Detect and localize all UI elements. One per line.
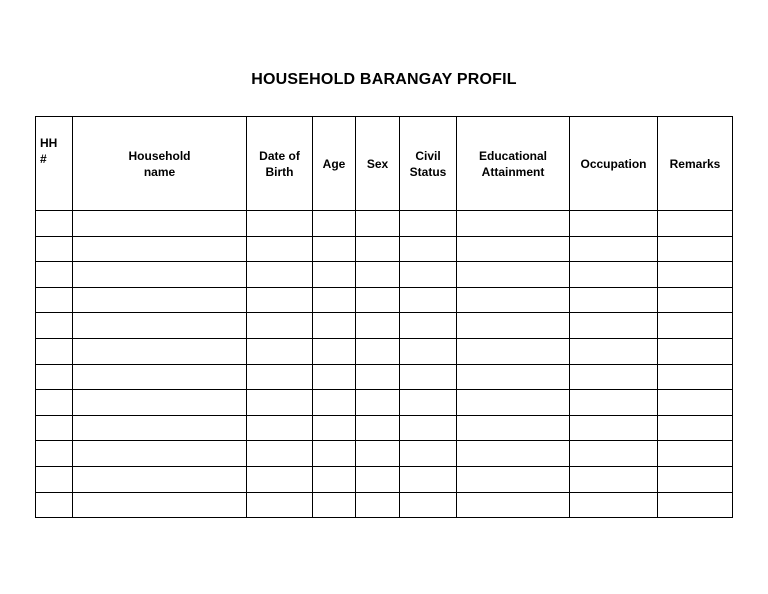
table-cell <box>400 262 457 288</box>
table-cell <box>658 338 733 364</box>
table-cell <box>73 287 247 313</box>
table-row <box>36 492 733 518</box>
table-cell <box>570 390 658 416</box>
table-cell <box>36 313 73 339</box>
table-cell <box>313 287 356 313</box>
table-cell <box>356 364 400 390</box>
table-cell <box>658 262 733 288</box>
table-cell <box>73 338 247 364</box>
page-title: HOUSEHOLD BARANGAY PROFIL <box>251 71 517 88</box>
table-body <box>36 211 733 518</box>
table-cell <box>570 211 658 237</box>
table-cell <box>400 313 457 339</box>
table-cell <box>247 262 313 288</box>
table-cell <box>356 390 400 416</box>
table-cell <box>356 287 400 313</box>
table-row <box>36 262 733 288</box>
table-cell <box>457 313 570 339</box>
table-cell <box>457 338 570 364</box>
table-row <box>36 313 733 339</box>
table-cell <box>658 441 733 467</box>
table-cell <box>356 492 400 518</box>
table-cell <box>356 211 400 237</box>
table-cell <box>313 313 356 339</box>
table-cell <box>247 441 313 467</box>
table-cell <box>400 338 457 364</box>
table-cell <box>570 287 658 313</box>
table-header-row <box>36 117 733 211</box>
header-household-name: Household name <box>73 117 247 211</box>
header-educational-attainment: Educational Attainment <box>457 117 570 211</box>
table-cell <box>457 415 570 441</box>
table-cell <box>400 287 457 313</box>
table-row <box>36 466 733 492</box>
table-cell <box>36 236 73 262</box>
table-cell <box>400 466 457 492</box>
table-cell <box>658 287 733 313</box>
table-cell <box>313 236 356 262</box>
header-date-of-birth: Date of Birth <box>247 117 313 211</box>
table-cell <box>457 390 570 416</box>
table-cell <box>356 313 400 339</box>
table-cell <box>36 415 73 441</box>
table-cell <box>73 466 247 492</box>
table-cell <box>313 441 356 467</box>
table-cell <box>457 364 570 390</box>
table-cell <box>400 236 457 262</box>
table-cell <box>36 390 73 416</box>
table-cell <box>570 492 658 518</box>
table-cell <box>356 338 400 364</box>
table-cell <box>658 492 733 518</box>
table-cell <box>36 441 73 467</box>
table-cell <box>313 390 356 416</box>
table-cell <box>457 441 570 467</box>
table-cell <box>658 313 733 339</box>
table-cell <box>457 262 570 288</box>
table-cell <box>73 364 247 390</box>
table-cell <box>457 236 570 262</box>
table-cell <box>247 236 313 262</box>
household-profile-table <box>35 116 733 518</box>
table-cell <box>570 338 658 364</box>
table-cell <box>73 262 247 288</box>
table-cell <box>313 262 356 288</box>
table-cell <box>247 492 313 518</box>
table-cell <box>36 492 73 518</box>
table-cell <box>457 211 570 237</box>
header-remarks: Remarks <box>658 117 733 211</box>
table-cell <box>247 364 313 390</box>
table-row <box>36 236 733 262</box>
table-cell <box>356 236 400 262</box>
table-cell <box>313 415 356 441</box>
table-cell <box>36 364 73 390</box>
table-row <box>36 415 733 441</box>
table-cell <box>356 262 400 288</box>
table-cell <box>400 492 457 518</box>
table-cell <box>658 236 733 262</box>
table-cell <box>570 364 658 390</box>
table-cell <box>457 287 570 313</box>
table-cell <box>400 364 457 390</box>
table-cell <box>73 313 247 339</box>
table-cell <box>36 211 73 237</box>
table-cell <box>247 287 313 313</box>
table-cell <box>400 390 457 416</box>
header-civil-status: Civil Status <box>400 117 457 211</box>
table-cell <box>247 415 313 441</box>
table-cell <box>356 466 400 492</box>
table-cell <box>658 466 733 492</box>
table-cell <box>36 287 73 313</box>
table-cell <box>356 441 400 467</box>
table-cell <box>658 364 733 390</box>
table-cell <box>457 466 570 492</box>
table-cell <box>570 313 658 339</box>
table-cell <box>570 415 658 441</box>
table-cell <box>247 338 313 364</box>
table-cell <box>313 466 356 492</box>
table-cell <box>36 466 73 492</box>
table-cell <box>247 466 313 492</box>
table-cell <box>36 338 73 364</box>
table-cell <box>658 211 733 237</box>
table-row <box>36 338 733 364</box>
table-row <box>36 364 733 390</box>
table-cell <box>73 415 247 441</box>
table-cell <box>73 390 247 416</box>
table-cell <box>570 262 658 288</box>
table-cell <box>73 441 247 467</box>
table-cell <box>313 364 356 390</box>
table-cell <box>73 492 247 518</box>
table-row <box>36 390 733 416</box>
table-cell <box>313 211 356 237</box>
table-cell <box>400 441 457 467</box>
table-cell <box>570 441 658 467</box>
table-row <box>36 441 733 467</box>
table-cell <box>313 338 356 364</box>
table-row <box>36 287 733 313</box>
table-row <box>36 211 733 237</box>
table-cell <box>457 492 570 518</box>
table-cell <box>247 390 313 416</box>
table-cell <box>400 211 457 237</box>
header-occupation: Occupation <box>570 117 658 211</box>
header-sex: Sex <box>356 117 400 211</box>
header-age: Age <box>313 117 356 211</box>
table-cell <box>313 492 356 518</box>
header-hh-number: HH # <box>36 117 73 211</box>
table-cell <box>658 415 733 441</box>
table-cell <box>247 211 313 237</box>
table-cell <box>356 415 400 441</box>
table-cell <box>73 236 247 262</box>
table-cell <box>247 313 313 339</box>
table-cell <box>658 390 733 416</box>
table-cell <box>36 262 73 288</box>
table-cell <box>570 466 658 492</box>
table-cell <box>73 211 247 237</box>
table-cell <box>400 415 457 441</box>
table-cell <box>570 236 658 262</box>
